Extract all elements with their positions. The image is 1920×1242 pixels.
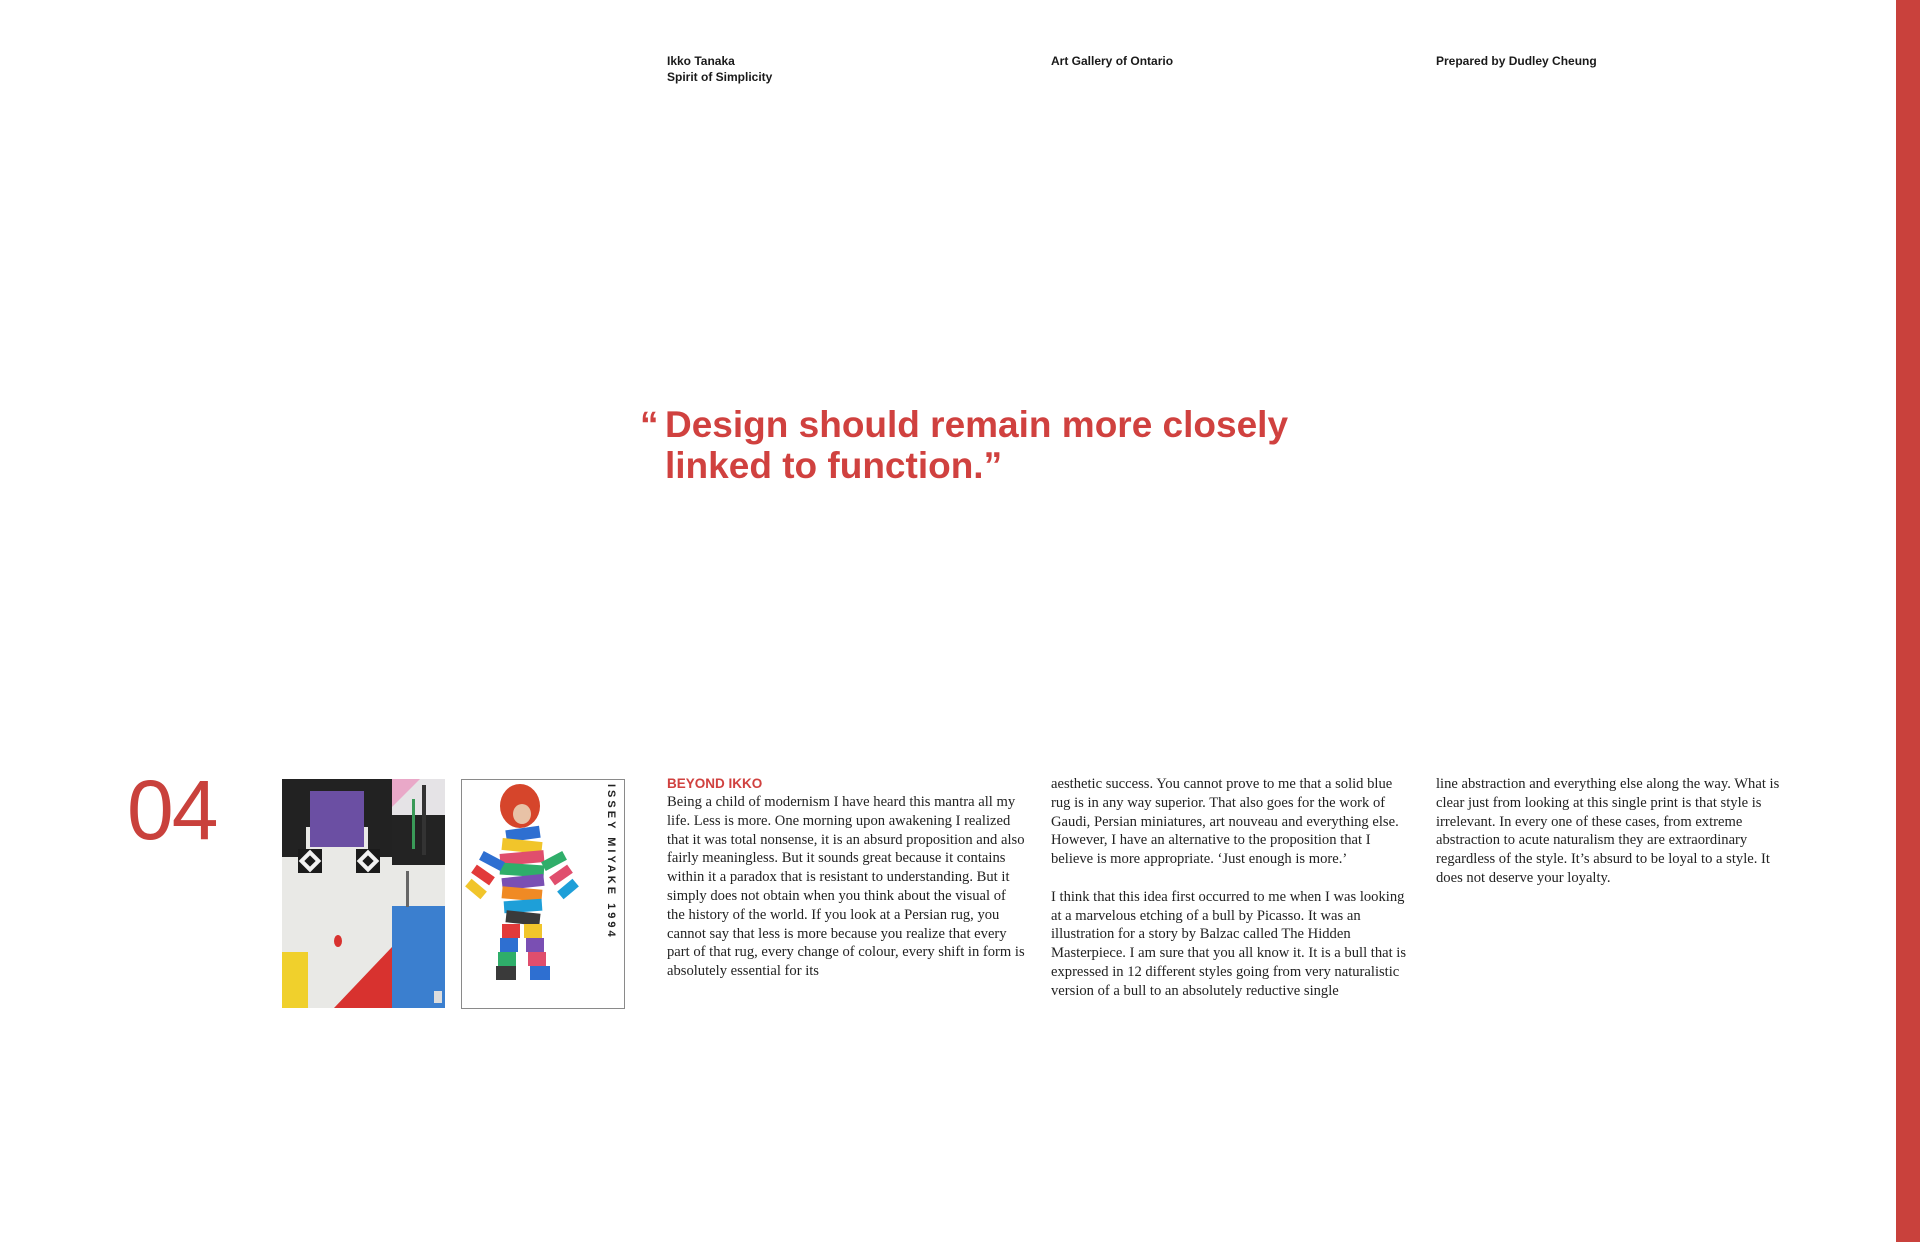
article-paragraph: line abstraction and everything else along the way. What is clear just from looking at this single print is that style is irrelevant. In every one of these cases, from extreme abstraction to acute naturalism they are extraordinary regardless of the style. It’s absurd to be loyal to a style. It does not deserve your loyalty. [1436,776,1780,886]
header-venue-name: Art Gallery of Ontario [1051,54,1174,68]
header-title-block [667,53,772,85]
quote-line-2: linked to function.” [665,445,1003,486]
header-venue [1051,53,1173,69]
header-exhibition-title: Spirit of Simplicity [667,70,773,84]
article-column-2 [1051,775,1411,1001]
article-column-3 [1436,775,1796,888]
section-heading: BEYOND IKKO [667,776,763,791]
poster-issey-miyake-image [461,779,625,1009]
quote-line-1: Design should remain more closely [665,404,1289,445]
quote-open-mark: “ [640,404,659,445]
header-author-credit: Prepared by Dudley Cheung [1436,54,1597,68]
poster-geometric-art [282,779,445,1008]
section-number: 04 [127,763,217,857]
poster-geometric-image [282,779,445,1008]
header-artist-name: Ikko Tanaka [667,54,735,68]
article-paragraph: I think that this idea first occurred to me when I was looking at a marvelous etching of a bull by Picasso. It was an illustration for a story by Balzac called The Hidden Masterpiece. I am sure that you all know it. It is a bull that is expressed in 12 different styles going from very naturalistic version of a bull to an absolutely reductive single [1051,888,1407,999]
article-column-1 [667,775,1027,981]
poster-vertical-title: ISSEY MIYAKE 1994 [605,784,617,940]
article-paragraph: aesthetic success. You cannot prove to me that a solid blue rug is in any way superior. That also goes for the work of Gaudi, Persian miniatures, art nouveau and everything else. However, I have an alternative to the proposition that I believe is more appropriate. ‘Just enough is more.’ [1051,776,1399,868]
pull-quote [640,404,1400,486]
right-edge-red-bar [1896,0,1920,1242]
article-paragraph: Being a child of modernism I have heard this mantra all my life. Less is more. One morning upon awakening I realized that it was total nonsense, it is an absurd proposition and also fairly meaningless. But it sounds great because it contains within it a paradox that is resistant to understanding. But it simply does not obtain when you think about the visual of the history of the world. If you look at a Persian rug, you cannot say that less is more because you realize that every part of that rug, every change of colour, every shift in form is absolutely essential for its [667,794,1025,980]
poster-figure-art [462,780,624,1008]
header-author [1436,53,1597,69]
